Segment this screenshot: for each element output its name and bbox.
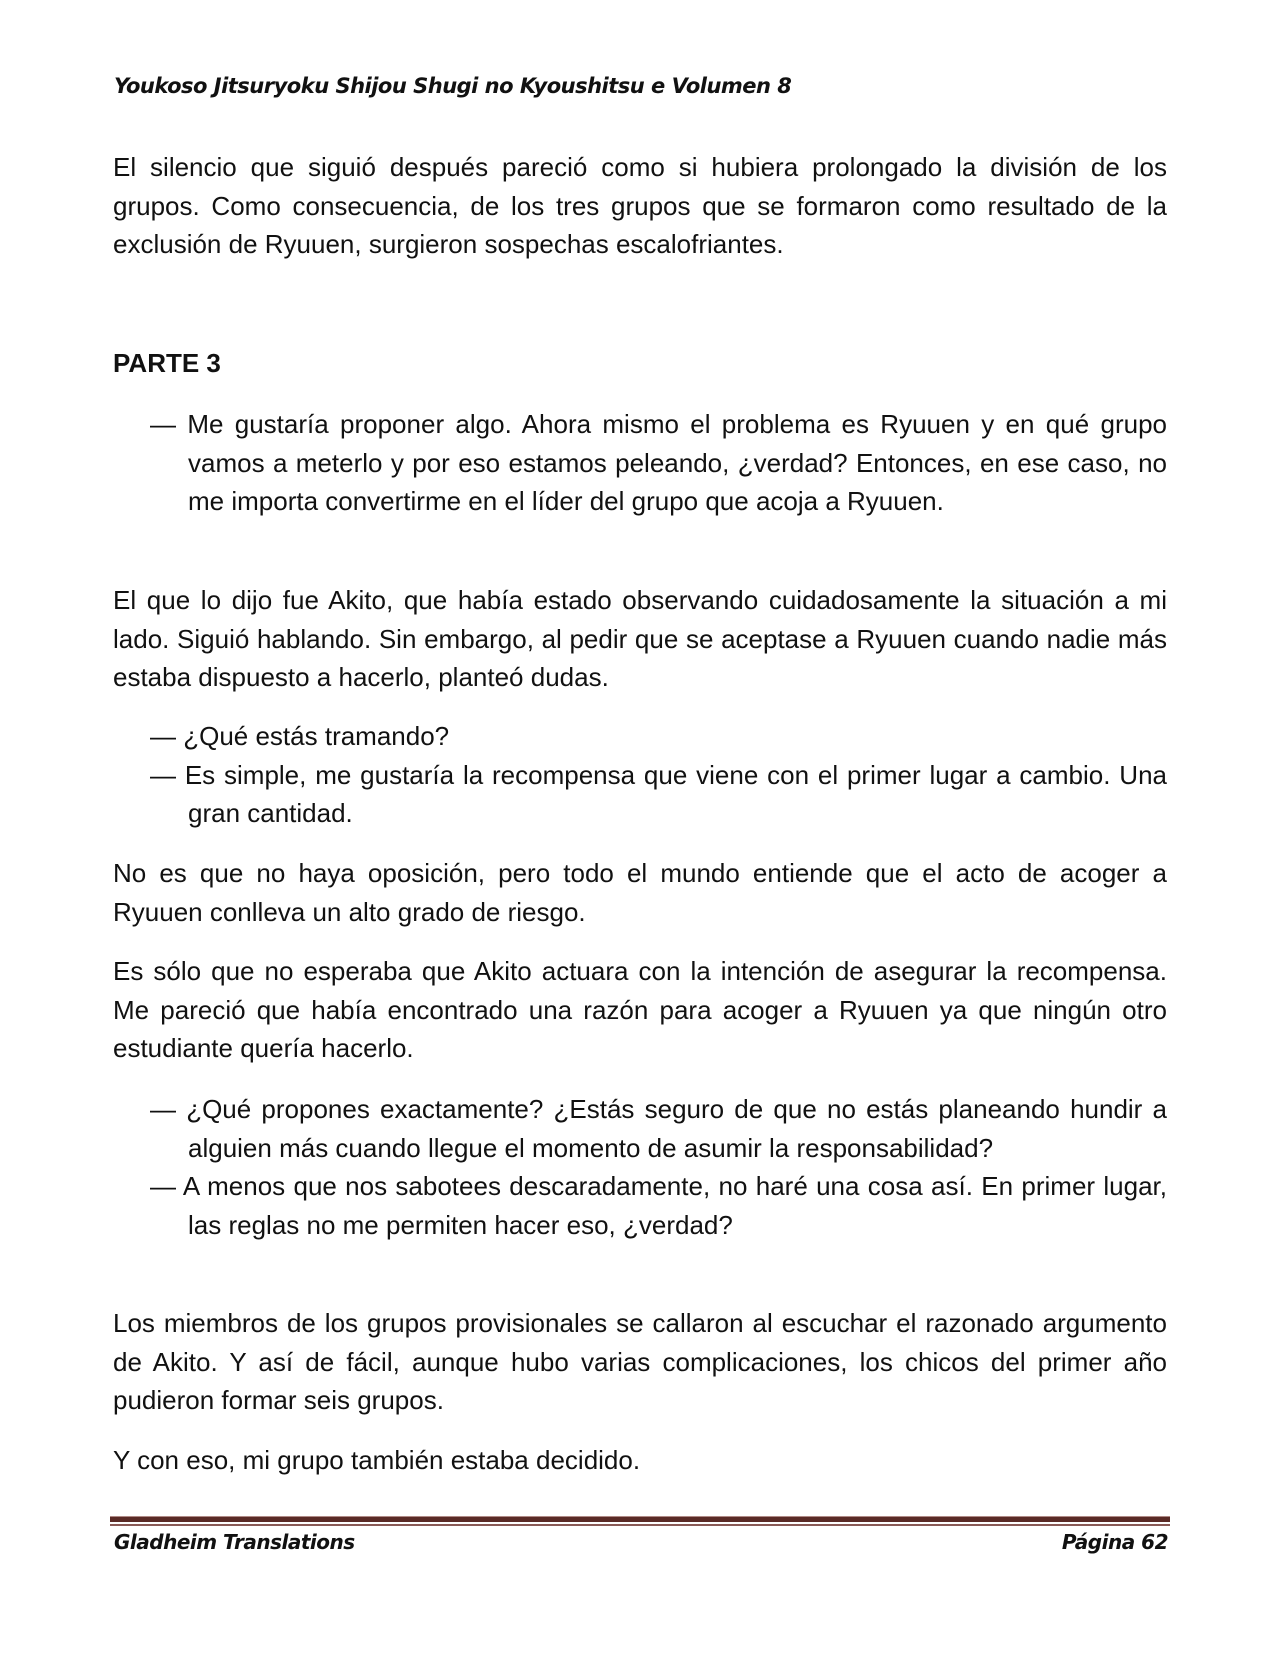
running-header: Youkoso Jitsuryoku Shijou Shugi no Kyoushitsu e Volumen 8 [114,74,792,98]
paragraph [113,581,1167,697]
dialogue [150,1090,1167,1244]
section-title: PARTE 3 [113,348,221,378]
paragraph-text: Los miembros de los grupos provisionales se callaron al escuchar el razonado argumento de Akito. Y así de fácil, aunque hubo varias complicaciones, los chicos del primer año pudieron formar seis grupos. [113,1308,1167,1416]
footer-rule [110,1516,1170,1524]
paragraph [113,854,1167,931]
dialogue-line: — ¿Qué estás tramando? [150,721,450,751]
paragraph-text: El silencio que siguió después pareció como si hubiera prolongado la división de los grupos. Como consecuencia, de los tres grupos que se formaron como resultado de la exclusión de Ryuuen, surgieron sospechas escalofriantes. [113,152,1167,260]
paragraph [113,1441,1167,1480]
dialogue-line: — Es simple, me gustaría la recompensa que viene con el primer lugar a cambio. Una gran cantidad. [150,759,1167,829]
dialogue [150,717,1167,833]
dialogue [150,405,1167,521]
paragraph-text: El que lo dijo fue Akito, que había estado observando cuidadosamente la situación a mi lado. Siguió hablando. Sin embargo, al pedir que se aceptase a Ryuuen cuando nadie más estaba dispuesto a hacerlo, planteó dudas. [113,585,1167,693]
paragraph-text: No es que no haya oposición, pero todo el mundo entiende que el acto de acoger a Ryuuen conlleva un alto grado de riesgo. [113,858,1167,927]
page-number: Página 62 [1061,1530,1168,1554]
paragraph [113,1304,1167,1420]
paragraph [113,952,1167,1068]
paragraph [113,148,1167,264]
dialogue-line: — A menos que nos sabotees descaradamente, no haré una cosa así. En primer lugar, las reglas no me permiten hacer eso, ¿verdad? [150,1171,1167,1240]
paragraph-text: Y con eso, mi grupo también estaba decidido. [113,1445,641,1475]
footer-publisher: Gladheim Translations [114,1530,355,1554]
dialogue-line: — ¿Qué propones exactamente? ¿Estás seguro de que no estás planeando hundir a alguien más cuando llegue el momento de asumir la responsabilidad? [150,1094,1167,1163]
paragraph-text: Es sólo que no esperaba que Akito actuara con la intención de asegurar la recompensa. Me pareció que había encontrado una razón para acoger a Ryuuen ya que ningún otro estudiante quería hacerlo. [113,956,1167,1064]
dialogue-line: — Me gustaría proponer algo. Ahora mismo el problema es Ryuuen y en qué grupo vamos a meterlo y por eso estamos peleando, ¿verdad? Entonces, en ese caso, no me importa convertirme en el líder del grupo que acoja a Ryuuen. [150,409,1167,517]
